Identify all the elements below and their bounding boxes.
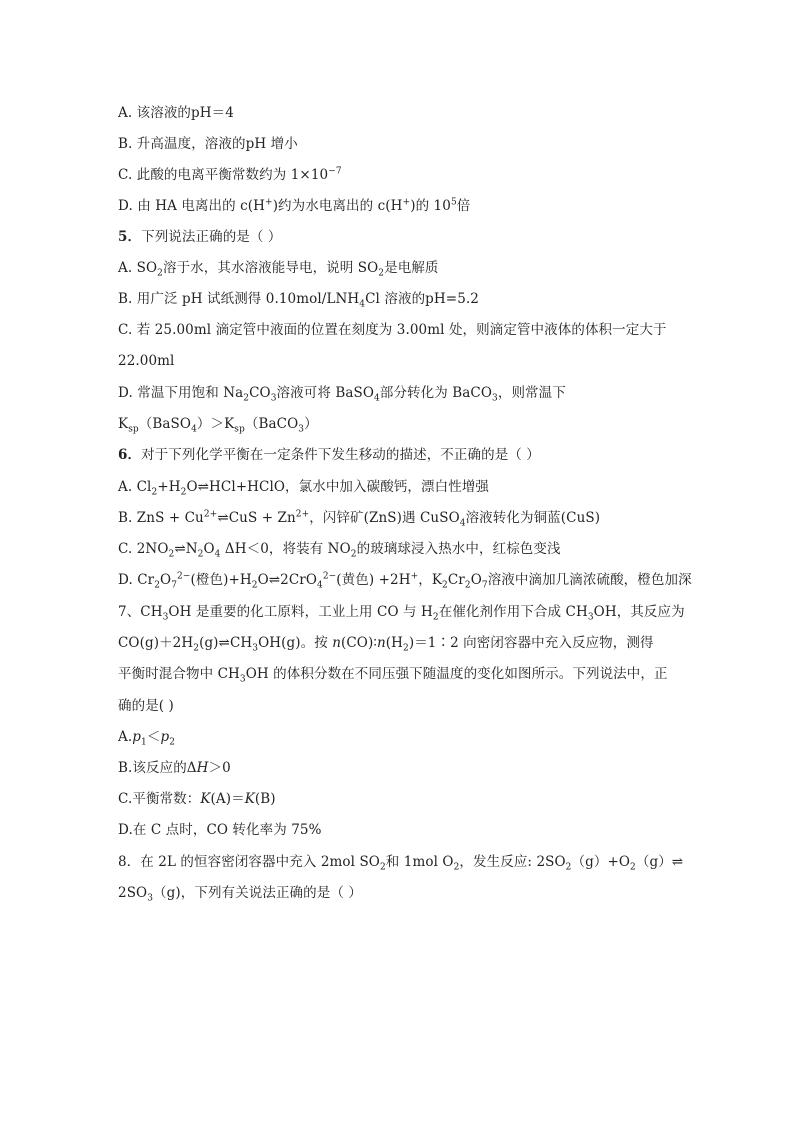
q8-stem-line-2: $2SO_3(g)$，下列有关说法正确的是（ ） [118,885,362,904]
q7-stem-line-1: 7、$CH_3OH$ 是重要的化工原料，工业上用 CO 与 $H_2$在催化剂作用下合成 $CH_3OH$，其反应为 [118,604,685,623]
q5-option-d-cont: $K_{sp}(BaSO_4)>K_{sp}(BaCO_3)$ [118,416,318,435]
q7-option-d: D.在 C 点时，CO 转化率为 75% [118,822,322,838]
q7-option-a: $A.p_1<p_2$ [118,729,176,748]
q4-option-a: A. 该溶液的pH＝4 [118,105,234,121]
q7-option-b: B.该反应的ΔH＞0 [118,760,231,776]
q5-option-d: D. 常温下用饱和 $Na_2CO_3$溶液可将 BaSO$_4$部分转化为 BaCO$_3$，则常温下 [118,385,566,404]
q5-option-a: A. $SO_2$溶于水，其水溶液能导电，说明 $SO_2$是电解质 [118,260,439,279]
q5-stem: 5．下列说法正确的是（ ） [118,229,282,245]
q5-option-c: C. 若 25.00ml 滴定管中液面的位置在刻度为 3.00ml 处，则滴定管中液体的体积一定大于 [118,322,667,338]
q7-stem-line-4: 确的是( ) [118,698,174,714]
q6-stem: 6．对于下列化学平衡在一定条件下发生移动的描述，不正确的是（ ） [118,447,540,463]
q6-option-d: D. $Cr_2O_7^{2-}$(橙色)$+H_2O\rightleftharpoons 2CrO_4^{2-}$(黄色) +2H+，$K_2Cr_2O_7$溶液中滴加几滴浓硫酸，橙色加深 [118,571,692,591]
q6-option-a: A. $Cl_2+H_2O\rightleftharpoons HCl+HClO$，氯水中加入碳酸钙，漂白性增强 [118,479,490,498]
q4-option-b: B. 升高温度，溶液的pH 增小 [118,136,298,152]
q7-stem-line-3: 平衡时混合物中 $CH_3OH$ 的体积分数在不同压强下随温度的变化如图所示。下列说法中，正 [118,666,668,685]
q7-option-c: C.平衡常数：K(A)＝K(B) [118,791,276,807]
q7-stem-line-2: $CO(g)+2H_2(g)\rightleftharpoons CH_3OH(g)$。按 $n(CO)∶n(H_2)=1∶2$ 向密闭容器中充入反应物，测得 [118,635,654,654]
q6-option-c: C. $2NO_2\rightleftharpoons N_2O_4$ ΔH＜0，将装有 $NO_2$的玻璃球浸入热水中，红棕色变浅 [118,541,561,560]
q8-stem-line-1: 8．在 2L 的恒容密闭容器中充入 2mol $SO_2$和 1mol $O_2$，发生反应: $2SO_2(g)+O_2(g)\rightleftharpoons$ [118,854,684,873]
q6-option-b: B. ZnS + $Cu^{2+}\rightleftharpoons CuS + Zn^{2+}$，闪锌矿(ZnS)遇 CuSO$_4$溶液转化为铜蓝(CuS) [118,509,601,529]
q4-option-d: D. 由 HA 电离出的 c(H+)约为水电离出的 c(H+)的 $10^5$倍 [118,197,471,214]
q5-option-c-cont: 22.00ml [118,353,175,369]
q5-option-b: B. 用广泛 pH 试纸测得 $0.10mol/LNH_4Cl$ 溶液的pH=5.2 [118,291,479,310]
q4-option-c: C. 此酸的电离平衡常数约为 $1\times 10^{-7}$ [118,166,342,183]
